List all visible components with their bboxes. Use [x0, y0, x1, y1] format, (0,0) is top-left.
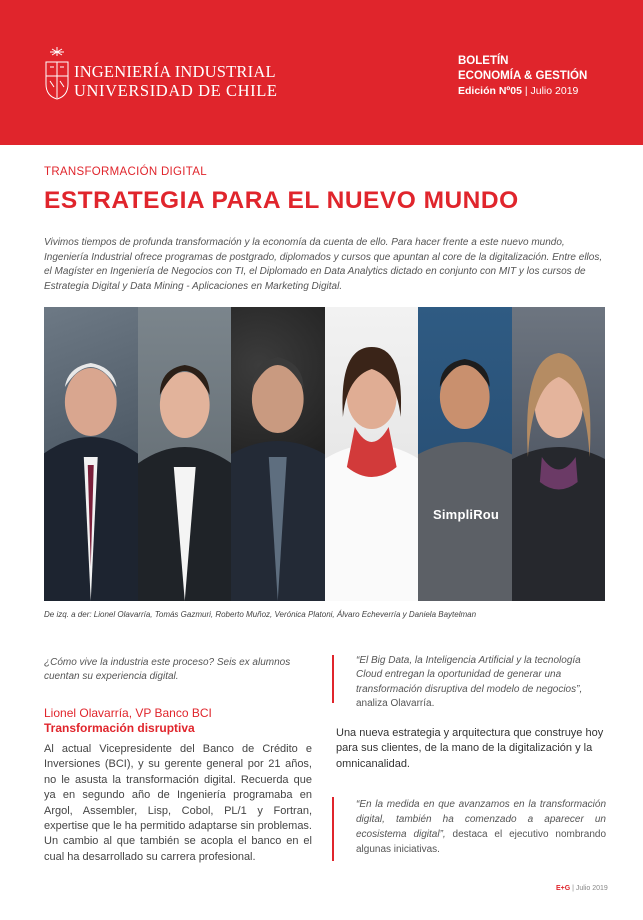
photo-person-4 — [325, 307, 419, 601]
logo-line-1: INGENIERÍA INDUSTRIAL — [74, 62, 276, 81]
footer-date: | Julio 2019 — [570, 885, 608, 892]
shirt-logo-text: SimpliRou — [433, 507, 500, 522]
page-footer — [556, 885, 608, 892]
interview-subhead: Transformación disruptiva — [44, 721, 195, 735]
lead-text: ¿Cómo vive la industria este proceso? Seis ex alumnos cuentan su experiencia digital. — [44, 657, 291, 682]
header-banner — [0, 0, 643, 145]
quote-1-attribution: analiza Olavarría. — [356, 698, 435, 710]
photo-person-6 — [512, 307, 606, 601]
body-text-left: Al actual Vicepresidente del Banco de Crédito e Inversiones (BCI), y su gerente general por 21 años, no le asusta la transformación digital. Recuerda que ya en segundo año de Ingeniería programaba en Argol, Assembler, Lisp, Cobol, PL/1 y Fortran, expertise que le ha permitido adaptarse sin problemas. Un cambio al que también se acopla el banco en el cual ha desarrollado su carrera profesional. — [44, 743, 312, 863]
edition-number: Edición Nº05 — [458, 85, 522, 97]
quote-2-attribution: destaca el ejecutivo nombrando algunas iniciativas. — [356, 829, 607, 855]
photo-person-5 — [418, 307, 512, 601]
quote-rule-1 — [332, 655, 334, 703]
photo-strip — [44, 307, 605, 601]
crest-icon — [44, 46, 70, 100]
edition-date: | Julio 2019 — [524, 85, 579, 97]
pull-quote-1 — [356, 654, 606, 712]
article-title: ESTRATEGIA PARA EL NUEVO MUNDO — [44, 187, 519, 214]
quote-1-text: “El Big Data, la Inteligencia Artificial y la tecnología Cloud entregan la oportunidad de generar una transformación disruptiva del modelo de negocios”, — [356, 655, 583, 695]
article-intro: Vivimos tiempos de profunda transformación y la economía da cuenta de ello. Para hacer frente a este nuevo mundo, Ingeniería Industrial ofrece programas de postgrado, diplomados y cursos que apuntan al core de la digitalización. Entre ellos, el Magíster en Ingeniería de Negocios con TI, el Diplomado en Data Analytics dictado en conjunto con MIT y los cursos de Estrategia Digital y Data Mining - Aplicaciones en Marketing Digital. — [44, 237, 603, 292]
photo-person-2 — [138, 307, 232, 601]
bulletin-name: ECONOMÍA & GESTIÓN — [458, 70, 588, 82]
footer-brand: E+G — [556, 885, 571, 892]
bulletin-label: BOLETÍN — [458, 55, 509, 67]
photo-person-3 — [231, 307, 325, 601]
logo-line-2: UNIVERSIDAD DE CHILE — [74, 81, 278, 100]
body-text-right: Una nueva estrategia y arquitectura que construye hoy para sus clientes, de la mano de la digitalización y la omnicanalidad. — [336, 727, 604, 770]
bulletin-info — [458, 54, 587, 99]
bulletin-edition — [458, 84, 587, 99]
section-label: TRANSFORMACIÓN DIGITAL — [44, 166, 207, 178]
quote-rule-2 — [332, 797, 334, 861]
university-logo[interactable] — [44, 46, 284, 100]
interviewee-name: Lionel Olavarría, VP Banco BCI — [44, 706, 212, 720]
pull-quote-2 — [356, 797, 606, 857]
quote-2-text: “En la medida en que avanzamos en la transformación digital, también ha comenzado a aparecer un ecosistema digital”, — [356, 799, 606, 840]
photo-caption: De izq. a der: Lionel Olavarría, Tomás Gazmuri, Roberto Muñoz, Verónica Platoni, Álvaro Echeverría y Daniela Baytelman — [44, 610, 477, 619]
photo-person-1 — [44, 307, 138, 601]
